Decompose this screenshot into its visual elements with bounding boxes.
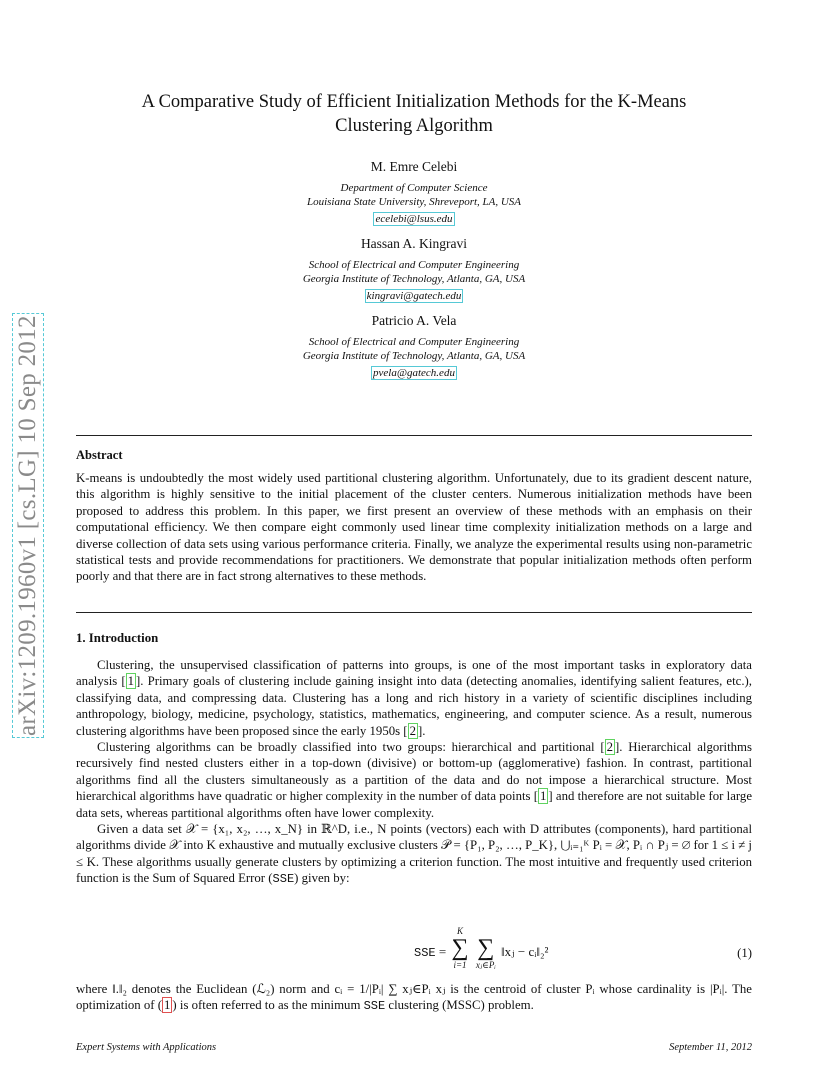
footer-date: September 11, 2012 [669,1042,752,1053]
author-email-link[interactable]: kingravi@gatech.edu [366,290,462,302]
author-department: School of Electrical and Computer Engineering [308,259,520,271]
abstract-bottom-rule [76,612,752,613]
intro-paragraph-1: Clustering, the unsupervised classification of patterns into groups, is one of the most important tasks in exploratory data analysis [ 1 ]. Primary goals of clustering include gaining insight into data (detecting anomalies, identifying salient features, etc.), classifying data, and compressing data. Clustering has a long and rich history in a variety of scientific disciplines including anthropology, biology, medicine, psychology, statistics, mathematics, engineering, and computer science. As a result, numerous clustering algorithms have been proposed since the early 1950s [ 2 ]. [76,658,752,738]
author-name: M. Emre Celebi [370,159,458,174]
author-institution: Georgia Institute of Technology, Atlanta, GA, USA [302,272,526,285]
abstract-paragraph: K-means is undoubtedly the most widely used partitional clustering algorithm. Unfortunately, due to its gradient descent nature, this algorithm is highly sensitive to the initial placement of the cluster centers. Numerous initialization methods have been proposed to address this problem. In this paper, we first present an overview of these methods with an emphasis on their computational efficiency. We then compare eight commonly used linear time complexity initialization methods on a large and diverse collection of data sets using various performance criteria. Finally, we analyze the experimental results using non-parametric statistical tests and provide recommendations for practitioners. We demonstrate that popular initialization methods often perform poorly and that there are in fact strong alternatives to these methods. [76,471,752,584]
abstract-text [76,470,752,585]
author-name: Hassan A. Kingravi [360,236,468,251]
author-department: School of Electrical and Computer Engineering [308,336,520,348]
equation-lhs: SSE [414,945,436,960]
intro-paragraph-4: where ‖.‖₂ denotes the Euclidean (ℒ₂) norm and cᵢ = 1/|Pᵢ| ∑ xⱼ∈Pᵢ xⱼ is the centroid of cluster Pᵢ whose cardinality is |Pᵢ|. The optimization of ( 1 ) is often referred to as the minimum SSE clustering (MSSC) problem. [76,982,752,1014]
equation-body: SSE = K ∑ i=1 ∑ xⱼ∈Pᵢ ‖xⱼ − cᵢ‖₂² [414,926,549,970]
section-heading-introduction: 1. Introduction [76,631,159,645]
author-name: Patricio A. Vela [371,313,457,328]
author-institution: Georgia Institute of Technology, Atlanta, GA, USA [302,349,526,362]
paper-title [76,90,752,138]
intro-paragraph-3: Given a data set 𝒳 = {x₁, x₂, …, x_N} in ℝ^D, i.e., N points (vectors) each with D attributes (components), hard partitional algorithms divide 𝒳 into K exhaustive and mutually exclusive clusters 𝒫 = {P₁, P₂, …, P_K}, ⋃ᵢ₌₁ᴷ Pᵢ = 𝒳, Pᵢ ∩ Pⱼ = ∅ for 1 ≤ i ≠ j ≤ K. These algorithms usually generate clusters by optimizing a criterion function. The most intuitive and frequently used criterion function is the Sum of Squared Error (SSE) given by: [76,822,752,887]
citation-link[interactable]: 1 [127,674,135,689]
author-institution: Louisiana State University, Shreveport, LA, USA [306,195,522,208]
introduction-body [76,657,752,888]
equation-number: (1) [737,946,752,960]
author-block-3 [76,312,752,381]
author-block-1 [76,158,752,227]
citation-link[interactable]: 2 [606,740,614,755]
abstract-top-rule [76,435,752,436]
author-block-2 [76,235,752,304]
introduction-continued [76,981,752,1015]
arxiv-stamp[interactable]: arXiv:1209.1960v1 [cs.LG] 10 Sep 2012 [14,315,41,736]
author-email-link[interactable]: pvela@gatech.edu [373,367,455,379]
summation-outer: K ∑ i=1 [451,926,469,970]
title-line-1: A Comparative Study of Efficient Initialization Methods for the K-Means [141,92,687,112]
equation-sse [76,926,752,976]
equation-ref-link[interactable]: 1 [164,998,171,1013]
summation-inner: ∑ xⱼ∈Pᵢ [475,935,496,970]
footer-journal: Expert Systems with Applications [76,1042,217,1053]
equation-term: ‖xⱼ − cᵢ‖₂² [501,943,549,959]
title-line-2: Clustering Algorithm [335,116,493,136]
abstract-heading: Abstract [76,448,123,462]
author-email-link[interactable]: ecelebi@lsus.edu [375,213,453,225]
author-department: Department of Computer Science [340,182,488,194]
citation-link[interactable]: 1 [540,789,547,804]
citation-link[interactable]: 2 [409,723,416,738]
intro-paragraph-2: Clustering algorithms can be broadly classified into two groups: hierarchical and partitional [ 2 ]. Hierarchical algorithms recursively find nested clusters either in a top-down (divisive) or bottom-up (agglomerative) fashion. In contrast, partitional algorithms find all the clusters simultaneously as a partition of the data and do not impose a hierarchical structure. Most hierarchical algorithms have quadratic or higher complexity in the number of data points [ 1 ] and therefore are not suitable for large data sets, whereas partitional algorithms often have lower complexity. [76,740,752,820]
